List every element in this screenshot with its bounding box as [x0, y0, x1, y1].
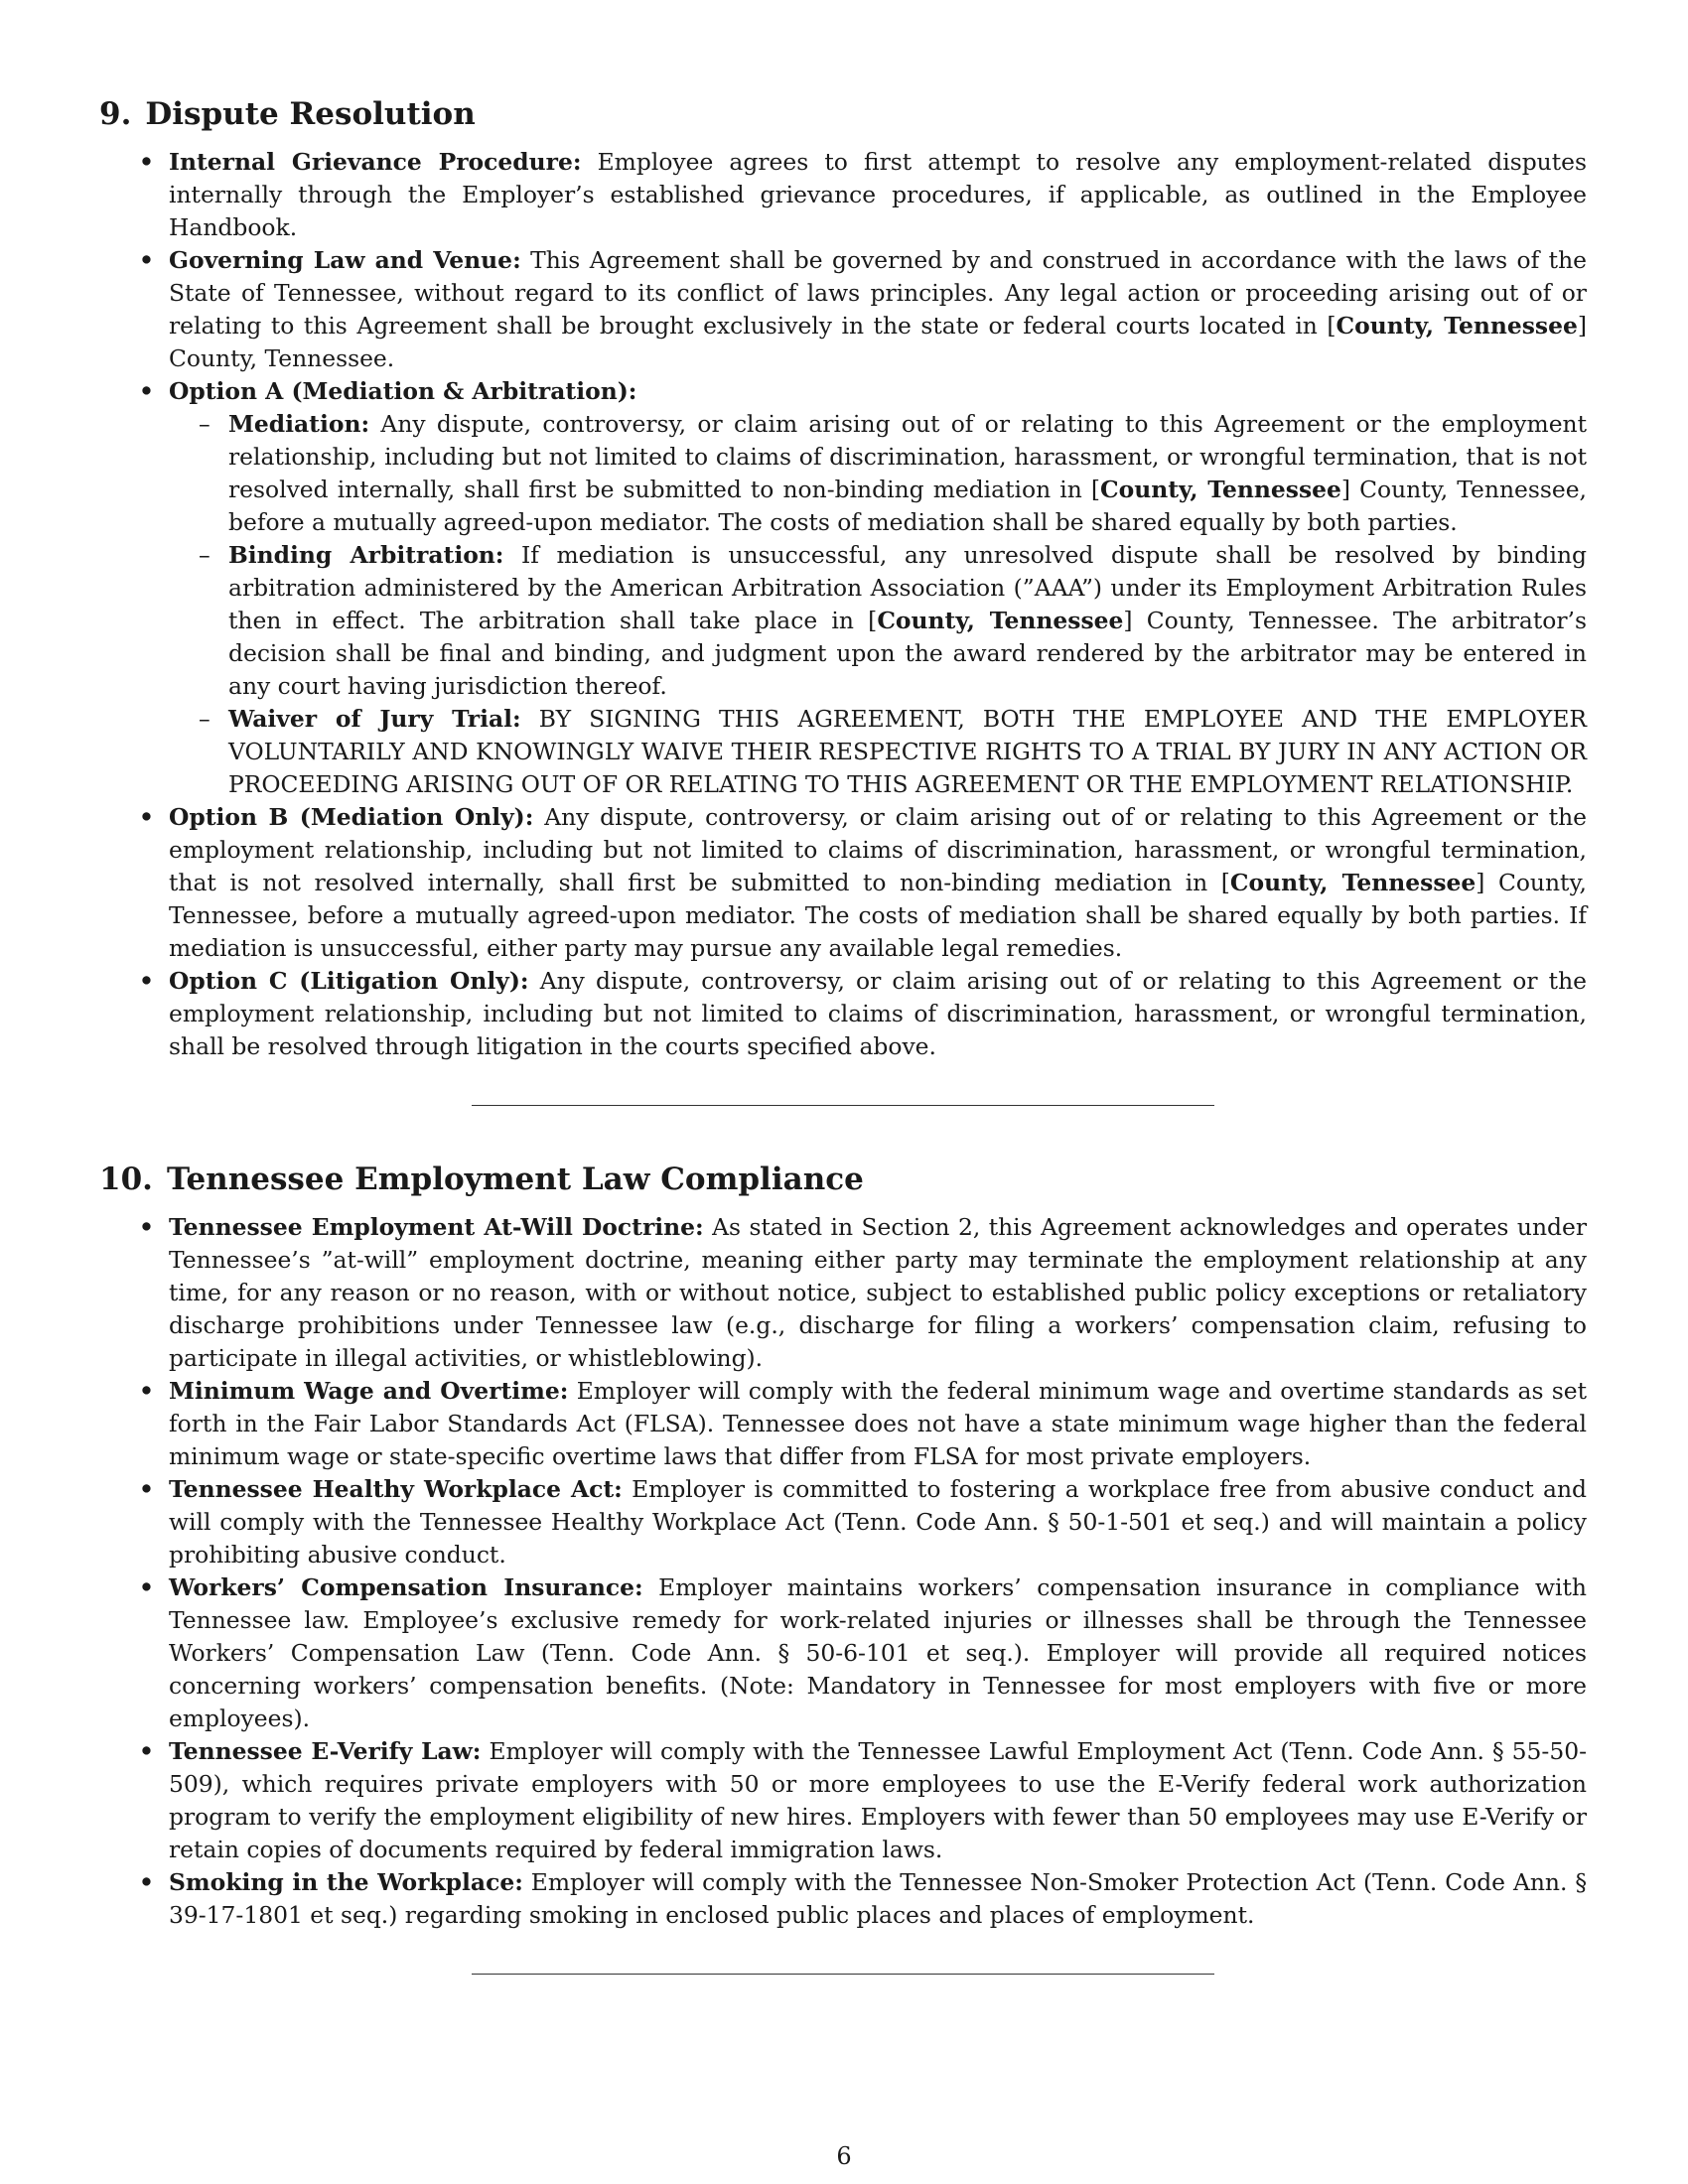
- placeholder-field: County, Tennessee: [877, 607, 1124, 634]
- item-text: Employer will comply with the Tennessee Non-Smoker Protection Act (Tenn. Code Ann. § 39-17-1801 et seq.) regarding smoking in enclosed public places and places of employment.: [169, 1868, 1588, 1929]
- bullet-icon: •: [139, 1573, 154, 1601]
- item-text: Any dispute, controversy, or claim arising out of or relating to this Agreement or the employment relationship, including but not limited to claims of discrimination, harassment, or wrongful termination, shall be resolved through litigation in the courts specified above.: [169, 967, 1587, 1060]
- item-text: ] County, Tennessee, before a mutually agreed-upon mediator. The costs of mediation shall be shared equally by both parties. If mediation is unsuccessful, either party may pursue any available legal remedies.: [169, 869, 1587, 962]
- item-label: Option C (Litigation Only):: [169, 967, 529, 995]
- list-item: [139, 965, 1587, 1063]
- list-item: [139, 1866, 1588, 1932]
- item-text: Employee agrees to first attempt to resolve any employment-related disputes internally through the Employer’s established grievance procedures, if applicable, as outlined in the Employee Handbook.: [169, 148, 1587, 241]
- item-text: ] County, Tennessee. The arbitrator’s decision shall be final and binding, and judgment upon the award rendered by the arbitrator may be entered in any court having jurisdiction thereof.: [228, 607, 1587, 700]
- section-title: Dispute Resolution: [145, 96, 476, 132]
- list-item: [139, 1211, 1588, 1375]
- bullet-icon: •: [139, 1868, 154, 1896]
- item-label: Tennessee Healthy Workplace Act:: [169, 1475, 623, 1503]
- bullet-icon: •: [139, 246, 154, 274]
- item-text: As stated in Section 2, this Agreement acknowledges and operates under Tennessee’s ”at-will” employment doctrine, meaning either party may terminate the employment relationship at any time, for any reason or no reason, with or without notice, subject to established public policy exceptions or retaliatory discharge prohibitions under Tennessee law (e.g., discharge for filing a workers’ compensation claim, refusing to participate in illegal activities, or whistleblowing).: [169, 1213, 1588, 1372]
- section-number: 9.: [99, 96, 132, 132]
- list-item: [139, 146, 1587, 244]
- item-label: Binding Arbitration:: [228, 541, 504, 569]
- option-a-sublist: [169, 408, 1587, 801]
- section-divider: [472, 1105, 1214, 1106]
- section-10-list: [99, 1211, 1587, 1932]
- section-10: [99, 1160, 1587, 1975]
- bullet-icon: •: [139, 377, 154, 405]
- section-title: Tennessee Employment Law Compliance: [166, 1161, 864, 1197]
- section-number: 10.: [99, 1161, 153, 1197]
- item-label: Tennessee Employment At-Will Doctrine:: [169, 1213, 704, 1241]
- document-page: [99, 94, 1587, 1975]
- dash-icon: –: [199, 705, 211, 733]
- item-text: Employer will comply with the federal minimum wage and overtime standards as set forth in the Fair Labor Standards Act (FLSA). Tennessee does not have a state minimum wage higher than the federal minimum wage or state-specific overtime laws that differ from FLSA for most private employers.: [169, 1377, 1588, 1470]
- item-label: Smoking in the Workplace:: [169, 1868, 523, 1896]
- bullet-icon: •: [139, 148, 154, 176]
- list-item: [139, 1735, 1588, 1866]
- item-label: Tennessee E-Verify Law:: [169, 1737, 482, 1765]
- list-item: [139, 801, 1587, 965]
- bullet-icon: •: [139, 803, 154, 831]
- item-label: Workers’ Compensation Insurance:: [169, 1573, 643, 1601]
- bullet-icon: •: [139, 967, 154, 995]
- section-9-list: [99, 146, 1587, 1063]
- item-label: Mediation:: [228, 410, 370, 438]
- list-item: [139, 1571, 1587, 1735]
- item-text: Employer will comply with the Tennessee Lawful Employment Act (Tenn. Code Ann. § 55-50-509), which requires private employers with 50 or more employees to use the E-Verify federal work authorization program to verify the employment eligibility of new hires. Employers with fewer than 50 employees may use E-Verify or retain copies of documents required by federal immigration laws.: [169, 1737, 1588, 1863]
- item-label: Governing Law and Venue:: [169, 246, 521, 274]
- item-label: Option B (Mediation Only):: [169, 803, 534, 831]
- bullet-icon: •: [139, 1737, 154, 1765]
- item-text: Any dispute, controversy, or claim arising out of or relating to this Agreement or the employment relationship, including but not limited to claims of discrimination, harassment, or wrongful termination, that is not resolved internally, shall first be submitted to non-binding mediation in [: [169, 803, 1587, 896]
- item-text: Employer is committed to fostering a workplace free from abusive conduct and will comply with the Tennessee Healthy Workplace Act (Tenn. Code Ann. § 50-1-501 et seq.) and will maintain a policy prohibiting abusive conduct.: [169, 1475, 1588, 1569]
- sub-list-item: [199, 539, 1588, 703]
- bullet-icon: •: [139, 1377, 154, 1405]
- list-item: [139, 1375, 1588, 1473]
- item-label: Waiver of Jury Trial:: [228, 705, 521, 733]
- list-item: [139, 244, 1587, 375]
- bullet-icon: •: [139, 1475, 154, 1503]
- item-text: This Agreement shall be governed by and construed in accordance with the laws of the State of Tennessee, without regard to its conflict of laws principles. Any legal action or proceeding arising out of or relating to this Agreement shall be brought exclusively in the state or federal courts located in [: [169, 246, 1587, 340]
- item-text: ] County, Tennessee, before a mutually agreed-upon mediator. The costs of mediation shall be shared equally by both parties.: [228, 476, 1587, 536]
- placeholder-field: County, Tennessee: [1336, 312, 1578, 340]
- placeholder-field: County, Tennessee: [1099, 476, 1341, 503]
- item-label: Minimum Wage and Overtime:: [169, 1377, 569, 1405]
- item-text: BY SIGNING THIS AGREEMENT, BOTH THE EMPLOYEE AND THE EMPLOYER VOLUNTARILY AND KNOWINGLY WAIVE THEIR RESPECTIVE RIGHTS TO A TRIAL BY JURY IN ANY ACTION OR PROCEEDING ARISING OUT OF OR RELATING TO THIS AGREEMENT OR THE EMPLOYMENT RELATIONSHIP.: [228, 705, 1588, 798]
- list-item: [139, 375, 1588, 801]
- section-9-heading: [99, 94, 1587, 134]
- item-label: Option A (Mediation & Arbitration):: [169, 377, 637, 405]
- section-divider: [472, 1974, 1214, 1975]
- section-10-heading: [99, 1160, 1587, 1199]
- placeholder-field: County, Tennessee: [1229, 869, 1477, 896]
- dash-icon: –: [199, 541, 211, 569]
- item-text: Employer maintains workers’ compensation insurance in compliance with Tennessee law. Employee’s exclusive remedy for work-related injuries or illnesses shall be through the Tennessee Workers’ Compensation Law (Tenn. Code Ann. § 50-6-101 et seq.). Employer will provide all required notices concerning workers’ compensation benefits. (Note: Mandatory in Tennessee for most employers with five or more employees).: [169, 1573, 1587, 1732]
- dash-icon: –: [199, 410, 211, 438]
- page-number: 6: [836, 2142, 852, 2170]
- item-text: Any dispute, controversy, or claim arising out of or relating to this Agreement or the employment relationship, including but not limited to claims of discrimination, harassment, or wrongful termination, that is not resolved internally, shall first be submitted to non-binding mediation in [: [228, 410, 1588, 503]
- item-text: If mediation is unsuccessful, any unresolved dispute shall be resolved by binding arbitration administered by the American Arbitration Association (”AAA”) under its Employment Arbitration Rules then in effect. The arbitration shall take place in [: [228, 541, 1588, 634]
- sub-list-item: [199, 703, 1588, 801]
- item-label: Internal Grievance Procedure:: [169, 148, 582, 176]
- bullet-icon: •: [139, 1213, 154, 1241]
- item-text: ] County, Tennessee.: [169, 312, 1587, 372]
- sub-list-item: [199, 408, 1588, 539]
- list-item: [139, 1473, 1588, 1571]
